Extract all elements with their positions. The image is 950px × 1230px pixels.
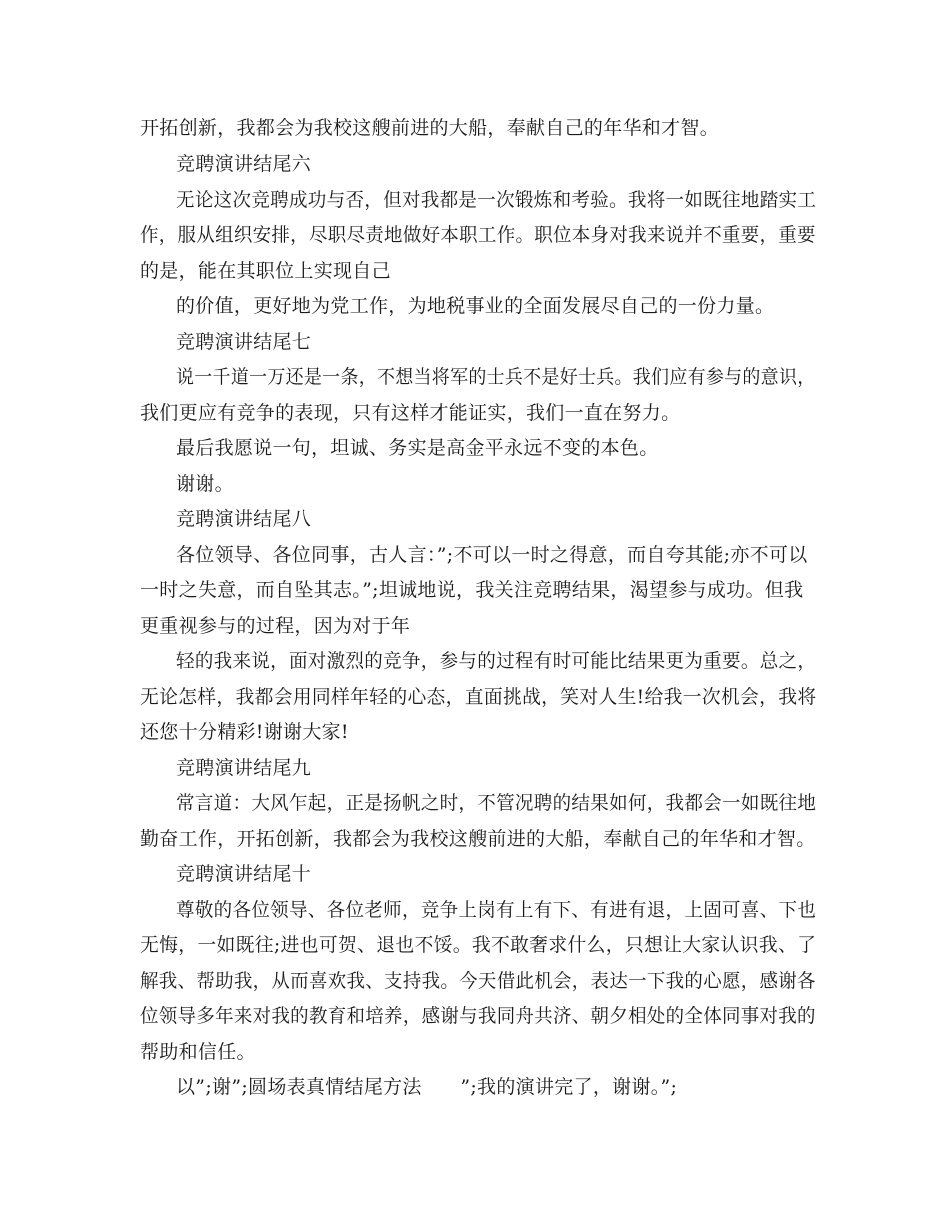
body-line: 最后我愿说一句，坦诚、务实是高金平永远不变的本色。	[176, 437, 659, 459]
section-heading: 竞聘演讲结尾六	[176, 153, 312, 175]
section-heading: 竞聘演讲结尾十	[176, 863, 312, 885]
body-line: 以”;谢”;圆场表真情结尾方法 ”;我的演讲完了，谢谢。”;	[176, 1076, 678, 1098]
body-line: 的是，能在其职位上实现自己	[140, 260, 391, 282]
body-line: 更重视参与的过程，因为对于年	[140, 615, 411, 637]
body-line: 开拓创新，我都会为我校这艘前进的大船，奉献自己的年华和才智。	[140, 117, 720, 139]
body-line: 帮助和信任。	[140, 1041, 256, 1063]
body-line: 轻的我来说，面对激烈的竞争，参与的过程有时可能比结果更为重要。总之，	[176, 650, 817, 672]
body-line: 勤奋工作，开拓创新，我都会为我校这艘前进的大船，奉献自己的年华和才智。	[140, 828, 816, 850]
body-line: 无悔，一如既往;进也可贺、退也不馁。我不敢奢求什么，只想让大家认识我、了	[140, 934, 817, 956]
body-line: 常言道：大风乍起，正是扬帆之时，不管况聘的结果如何，我都会一如既往地	[176, 792, 817, 814]
section-heading: 竞聘演讲结尾九	[176, 757, 312, 779]
body-line: 无论这次竞聘成功与否，但对我都是一次锻炼和考验。我将一如既往地踏实工	[176, 189, 817, 211]
body-line: 一时之失意，而自坠其志。”;坦诚地说，我关注竞聘结果，渴望参与成功。但我	[140, 579, 804, 601]
section-heading: 竞聘演讲结尾八	[176, 508, 312, 530]
body-line: 说一千道一万还是一条，不想当将军的士兵不是好士兵。我们应有参与的意识，	[176, 366, 816, 388]
body-line: 作，服从组织安排，尽职尽责地做好本职工作。职位本身对我来说并不重要，重要	[140, 224, 816, 246]
body-line: 的价值，更好地为党工作，为地税事业的全面发展尽自己的一份力量。	[176, 295, 775, 317]
body-line: 谢谢。	[176, 473, 234, 495]
body-line: 各位领导、各位同事，古人言：”;不可以一时之得意，而自夸其能;亦不可以	[176, 544, 808, 566]
body-line: 无论怎样，我都会用同样年轻的心态，直面挑战，笑对人生!给我一次机会，我将	[140, 686, 817, 708]
body-line: 我们更应有竞争的表现，只有这样才能证实，我们一直在努力。	[140, 402, 681, 424]
body-line: 尊敬的各位领导、各位老师，竞争上岗有上有下、有进有退，上固可喜、下也	[176, 899, 817, 921]
body-line: 位领导多年来对我的教育和培养，感谢与我同舟共济、朝夕相处的全体同事对我的	[140, 1005, 816, 1027]
section-heading: 竞聘演讲结尾七	[176, 331, 312, 353]
body-line: 还您十分精彩!谢谢大家!	[140, 721, 349, 743]
body-line: 解我、帮助我，从而喜欢我、支持我。今天借此机会，表达一下我的心愿，感谢各	[140, 970, 816, 992]
